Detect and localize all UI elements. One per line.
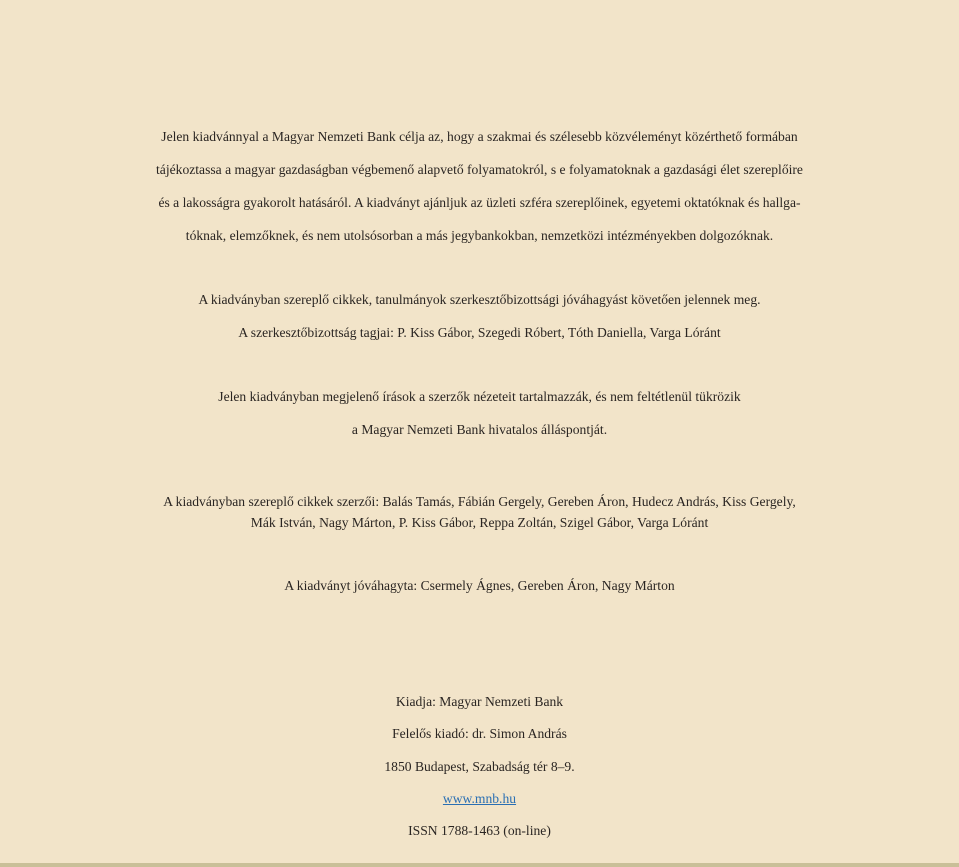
editorial-approval-line: A kiadványban szereplő cikkek, tanulmányok szerkesztőbizottsági jóváhagyást követően jelennek meg.	[198, 292, 761, 307]
intro-line-4: tóknak, elemzőknek, és nem utolsósorban a más jegybankokban, nemzetközi intézményekben dolgozóknak.	[185, 228, 774, 243]
issn-line: ISSN 1788-1463 (on-line)	[408, 823, 551, 838]
website-link[interactable]: www.mnb.hu	[442, 791, 517, 806]
bottom-rule	[0, 863, 959, 867]
authors-line-1: A kiadványban szereplő cikkek szerzői: Balás Tamás, Fábián Gergely, Gereben Áron, Hudecz András, Kiss Gergely,	[163, 494, 796, 509]
intro-line-3: és a lakosságra gyakorolt hatásáról. A kiadványt ajánljuk az üzleti szféra szereplőinek, egyetemi oktatóknak és hallga-	[158, 195, 801, 210]
approved-by-line: A kiadványt jóváhagyta: Csermely Ágnes, Gereben Áron, Nagy Márton	[284, 578, 675, 593]
publisher-line: Kiadja: Magyar Nemzeti Bank	[395, 694, 564, 709]
intro-line-1: Jelen kiadvánnyal a Magyar Nemzeti Bank célja az, hogy a szakmai és szélesebb közvéleményt közérthető formában	[161, 129, 798, 144]
authors-line-2: Mák István, Nagy Márton, P. Kiss Gábor, Reppa Zoltán, Szigel Gábor, Varga Lóránt	[250, 515, 709, 530]
editorial-board-line: A szerkesztőbizottság tagjai: P. Kiss Gábor, Szegedi Róbert, Tóth Daniella, Varga Lóránt	[238, 325, 721, 340]
address-line: 1850 Budapest, Szabadság tér 8–9.	[384, 759, 575, 774]
disclaimer-line-1: Jelen kiadványban megjelenő írások a szerzők nézeteit tartalmazzák, és nem feltétlenül tükrözik	[218, 389, 741, 404]
disclaimer-line-2: a Magyar Nemzeti Bank hivatalos álláspontját.	[351, 422, 608, 437]
website-line	[0, 790, 959, 808]
responsible-publisher-line: Felelős kiadó: dr. Simon András	[392, 726, 567, 741]
intro-line-2: tájékoztassa a magyar gazdaságban végbemenő alapvető folyamatokról, s e folyamatoknak a gazdasági élet szereplőire	[156, 162, 803, 177]
